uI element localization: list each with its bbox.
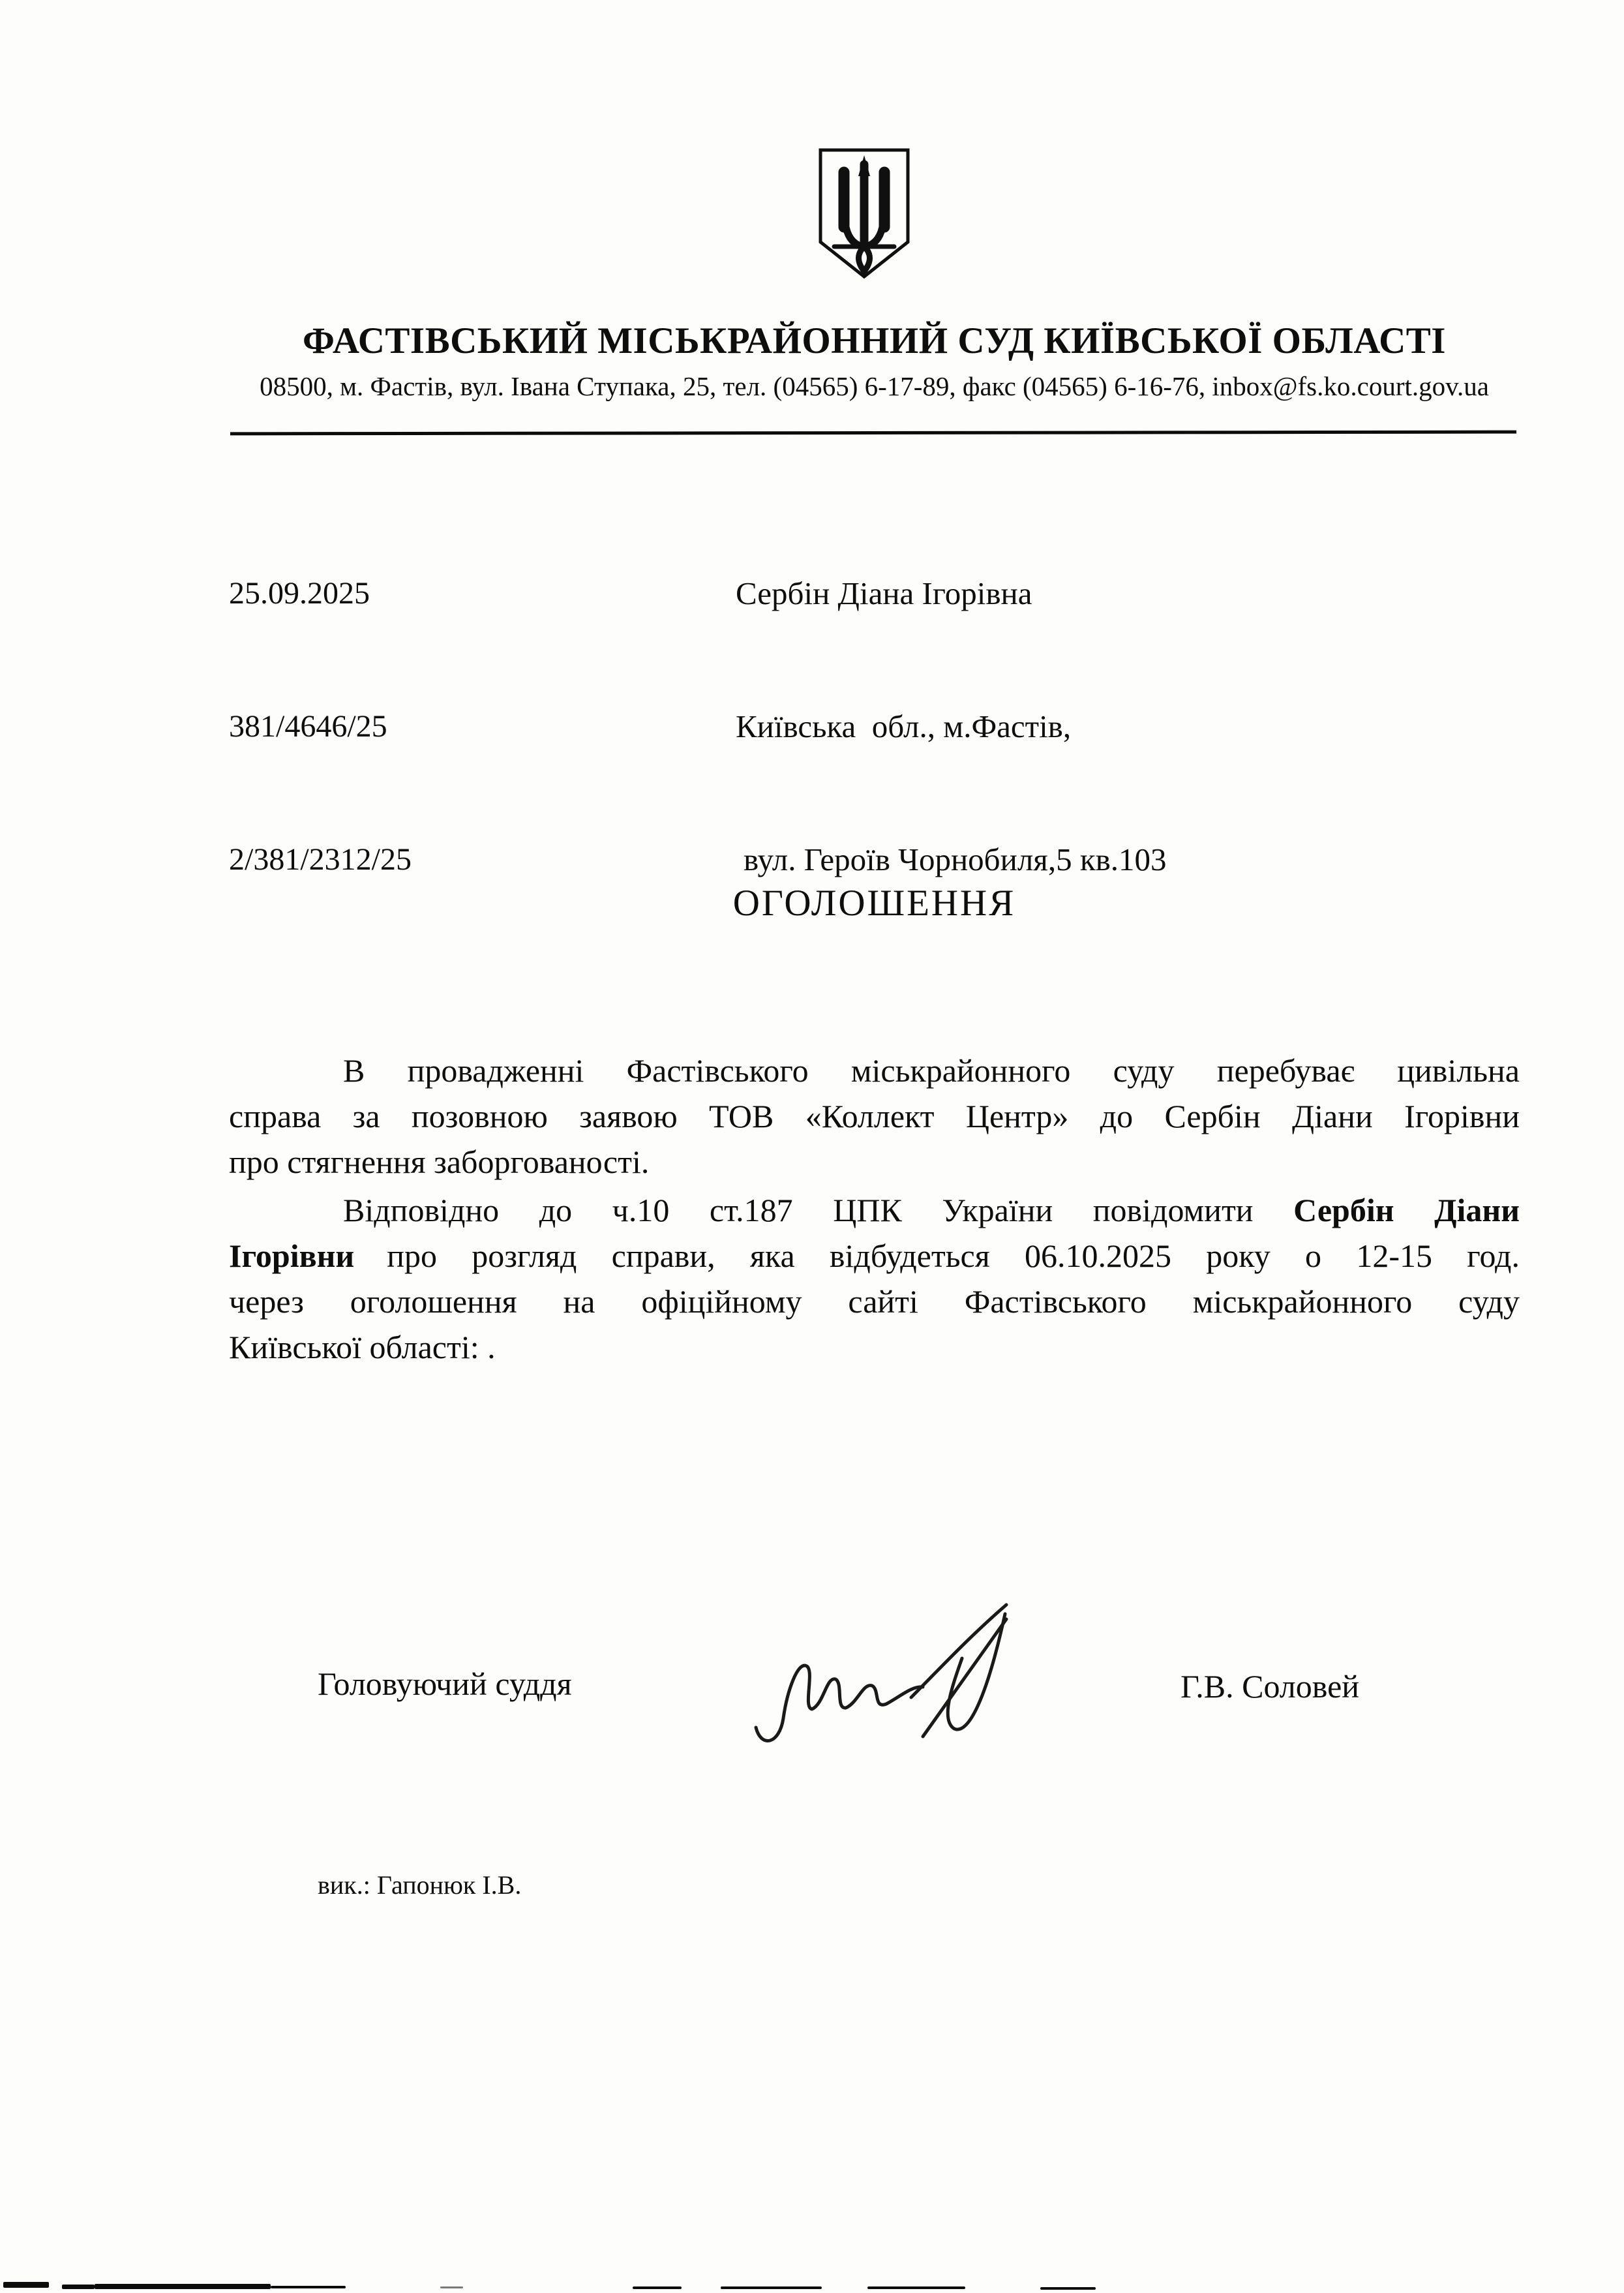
- paragraph2-line2-text: про розгляд справи, яка відбудеться 06.10.2025 року о 12-15 год.: [387, 1238, 1520, 1274]
- document-date: 25.09.2025: [229, 576, 370, 611]
- scan-artifact-dash: [271, 2286, 346, 2288]
- paragraph2-line4: Київської області: .: [229, 1329, 496, 1365]
- judge-name: Г.В. Соловей: [1180, 1668, 1360, 1705]
- scan-artifact-dash: [95, 2284, 271, 2289]
- judge-role-label: Головуючий суддя: [318, 1665, 572, 1702]
- court-address-line: 08500, м. Фастів, вул. Івана Ступака, 25, тел. (04565) 6-17-89, факс (04565) 6-16-76, inbox@fs.ko.court.gov.ua: [260, 371, 1489, 401]
- recipient-address-line1: Київська обл., м.Фастів,: [736, 708, 1072, 744]
- scan-artifact-line: [0, 2282, 1624, 2291]
- proceedings-number: 2/381/2312/25: [229, 842, 412, 877]
- body-paragraph-2: [229, 1187, 1520, 1370]
- paragraph1-line1: В провадженні Фастівського міськрайонного суду перебуває цивільна: [343, 1052, 1520, 1089]
- body-paragraph-1: [229, 1048, 1520, 1185]
- recipient-address-line2: вул. Героїв Чорнобиля,5 кв.103: [744, 842, 1167, 877]
- paragraph2-line2-bold-name: Ігорівни: [229, 1238, 355, 1274]
- paragraph2-line1-bold-name: Сербін Діани: [1293, 1192, 1520, 1228]
- ukraine-trident-emblem: [815, 147, 913, 281]
- paragraph2-line1: [229, 1187, 1520, 1233]
- document-body: [229, 1048, 1520, 1370]
- paragraph1-line2: справа за позовною заявою ТОВ «Коллект Центр» до Сербін Діани Ігорівни: [229, 1098, 1520, 1134]
- recipient-name: Сербін Діана Ігорівна: [736, 575, 1032, 611]
- judge-signature-icon: [747, 1600, 1014, 1753]
- paragraph2-line3: через оголошення на офіційному сайті Фастівського міськрайонного суду: [229, 1283, 1520, 1320]
- document-title: ОГОЛОШЕННЯ: [732, 883, 1016, 924]
- scan-artifact-dash: [62, 2285, 95, 2289]
- header-divider: [230, 431, 1516, 436]
- scan-artifact-dash: [3, 2282, 49, 2288]
- court-name-heading: ФАСТІВСЬКИЙ МІСЬКРАЙОННИЙ СУД КИЇВСЬКОЇ ОБЛАСТІ: [303, 320, 1446, 361]
- case-number: 381/4646/25: [229, 709, 387, 744]
- paragraph2-line1-text: Відповідно до ч.10 ст.187 ЦПК України повідомити: [343, 1192, 1254, 1228]
- executor-line: вик.: Гапонюк І.В.: [318, 1870, 522, 1900]
- scan-artifact-dash: [633, 2286, 682, 2289]
- paragraph2-line2: [229, 1233, 1520, 1279]
- scan-artifact-dash: [440, 2286, 463, 2288]
- scan-artifact-dash: [1040, 2287, 1096, 2290]
- scan-artifact-dash: [721, 2286, 822, 2289]
- paragraph1-line3: про стягнення заборгованості.: [229, 1144, 650, 1180]
- scan-artifact-dash: [867, 2286, 965, 2289]
